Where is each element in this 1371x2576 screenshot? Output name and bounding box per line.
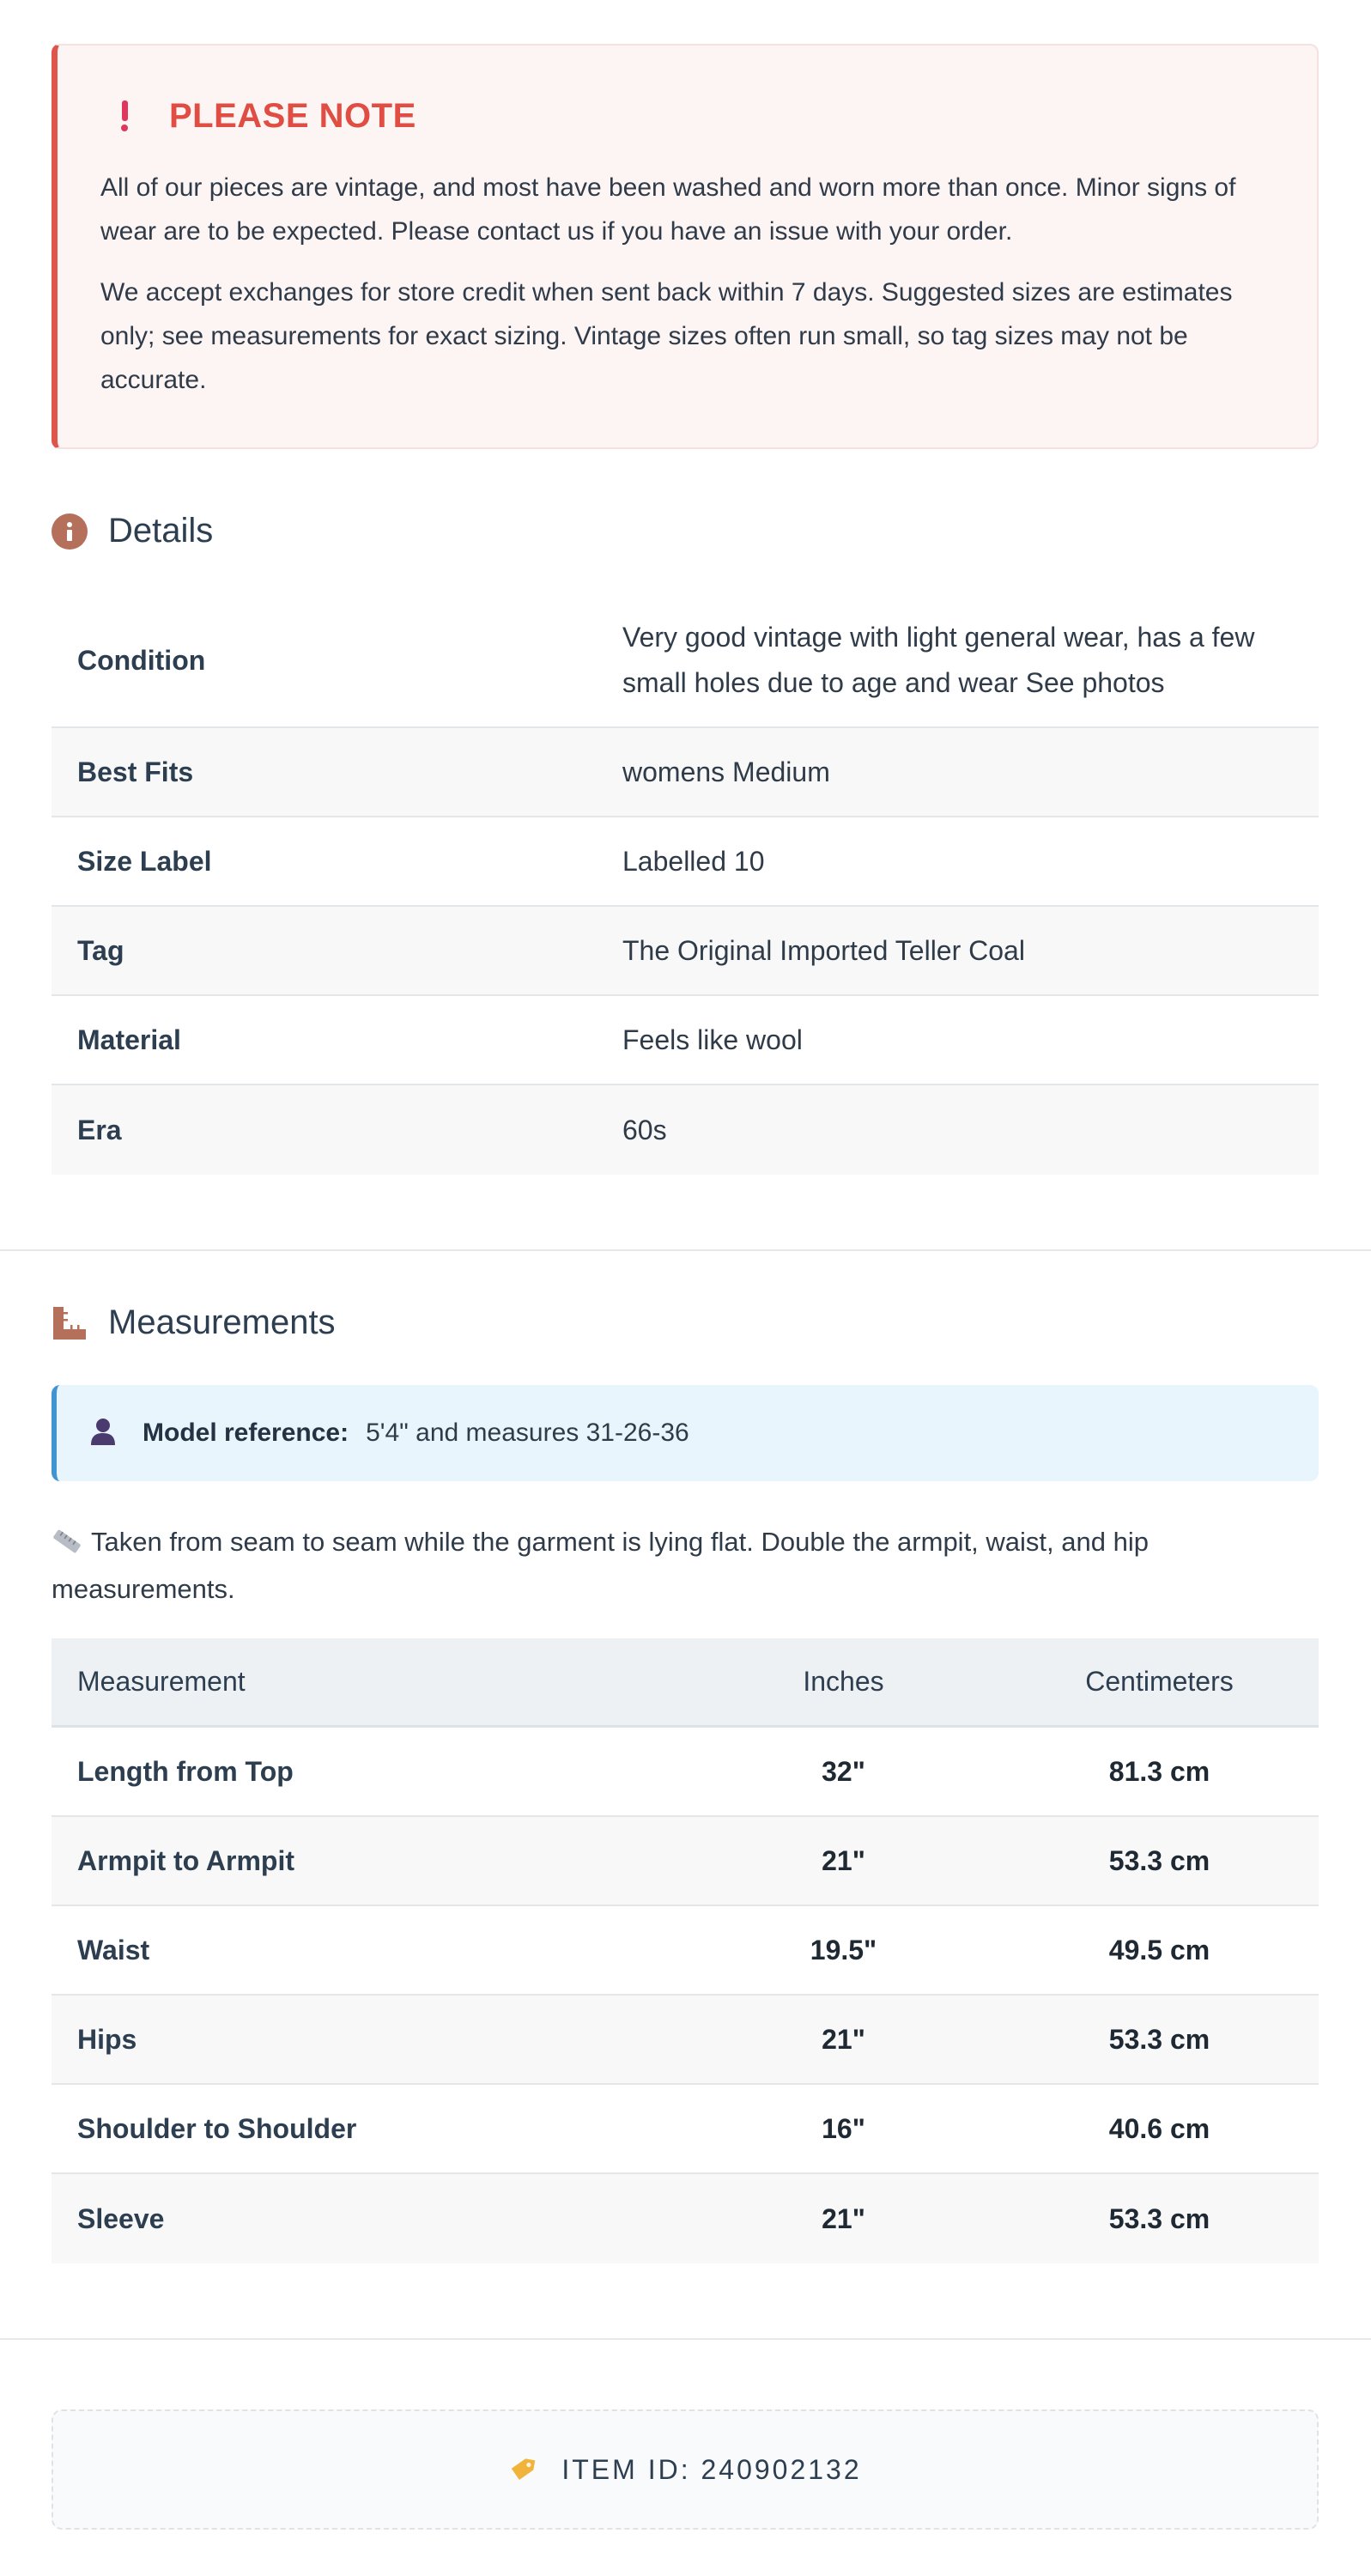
- measurement-inches: 32": [822, 1755, 865, 1787]
- table-header-row: [52, 1638, 1319, 1728]
- info-icon: [52, 513, 88, 550]
- section-divider: [0, 1249, 1371, 1251]
- model-reference-box: [52, 1385, 1319, 1481]
- model-reference-label: Model reference:: [143, 1419, 349, 1447]
- measurements-table: [52, 1638, 1319, 2263]
- measurements-header: [52, 1303, 336, 1342]
- details-value: Labelled 10: [622, 845, 765, 877]
- measurement-note: [52, 1520, 1271, 1611]
- measurement-name: Hips: [77, 2023, 137, 2055]
- measurement-name: Length from Top: [77, 1755, 294, 1787]
- item-id-box: [52, 2409, 1319, 2530]
- note-paragraph-2: We accept exchanges for store credit when sent back within 7 days. Suggested sizes are estimates only; see measurements for exact sizing. Vintage sizes often run small, so tag sizes may not be accurate.: [100, 278, 1233, 394]
- please-note-box: [52, 44, 1319, 449]
- details-value: 60s: [622, 1114, 667, 1145]
- exclamation-icon: [116, 100, 133, 131]
- measurement-inches: 19.5": [810, 1934, 877, 1965]
- details-label: Era: [77, 1114, 122, 1145]
- details-value: The Original Imported Teller Coal: [622, 934, 1025, 966]
- measurement-cm: 53.3 cm: [1108, 1844, 1210, 1876]
- details-value: Very good vintage with light general wear, has a few small holes due to age and wear See photos: [622, 622, 1255, 698]
- details-row-size-label: [52, 817, 1319, 907]
- measurement-note-text: Taken from seam to seam while the garment is lying flat. Double the armpit, waist, and hip measurements.: [52, 1527, 1149, 1604]
- measurement-cm: 40.6 cm: [1108, 2112, 1210, 2144]
- measurement-name: Waist: [77, 1934, 150, 1965]
- details-row-era: [52, 1085, 1319, 1175]
- details-row-tag: [52, 907, 1319, 996]
- measurement-cm: 81.3 cm: [1108, 1755, 1210, 1787]
- tag-icon: [508, 2453, 541, 2487]
- ruler-icon: [52, 1305, 88, 1341]
- details-table: [52, 594, 1319, 1175]
- table-row: [52, 1996, 1319, 2085]
- details-label: Best Fits: [77, 756, 194, 787]
- measurement-cm: 49.5 cm: [1108, 1934, 1210, 1965]
- measurement-name: Armpit to Armpit: [77, 1844, 295, 1876]
- tape-icon: [52, 1523, 82, 1567]
- details-label: Material: [77, 1024, 181, 1055]
- details-row-material: [52, 996, 1319, 1085]
- details-title: Details: [108, 512, 214, 550]
- model-reference-value: 5'4" and measures 31-26-36: [366, 1419, 689, 1447]
- table-row: [52, 1728, 1319, 1817]
- table-row: [52, 1817, 1319, 1906]
- details-row-best-fits: [52, 728, 1319, 817]
- measurement-cm: 53.3 cm: [1108, 2202, 1210, 2234]
- details-label: Size Label: [77, 845, 212, 877]
- details-value: Feels like wool: [622, 1024, 803, 1055]
- measurement-name: Sleeve: [77, 2202, 165, 2234]
- measurements-title: Measurements: [108, 1303, 336, 1341]
- measurement-inches: 16": [822, 2112, 865, 2144]
- details-value: womens Medium: [622, 756, 830, 787]
- section-divider: [0, 2338, 1371, 2340]
- table-row: [52, 2174, 1319, 2263]
- note-paragraph-1: All of our pieces are vintage, and most have been washed and worn more than once. Minor signs of wear are to be expected. Please contact us if you have an issue with your order.: [100, 173, 1236, 246]
- measurement-inches: 21": [822, 2023, 865, 2055]
- details-row-condition: [52, 594, 1319, 728]
- measurement-cm: 53.3 cm: [1108, 2023, 1210, 2055]
- details-label: Tag: [77, 934, 124, 966]
- details-header: [52, 512, 213, 550]
- measurement-inches: 21": [822, 2202, 865, 2234]
- measurement-inches: 21": [822, 1844, 865, 1876]
- note-title: PLEASE NOTE: [169, 96, 416, 135]
- details-label: Condition: [77, 644, 206, 676]
- note-header: [100, 92, 1274, 140]
- column-header-measurement: Measurement: [77, 1666, 246, 1697]
- table-row: [52, 2085, 1319, 2174]
- table-row: [52, 1906, 1319, 1996]
- column-header-inches: Inches: [803, 1666, 884, 1697]
- person-icon: [89, 1417, 117, 1450]
- column-header-centimeters: Centimeters: [1085, 1666, 1234, 1697]
- measurement-name: Shoulder to Shoulder: [77, 2112, 357, 2144]
- item-id-text: ITEM ID: 240902132: [561, 2453, 862, 2485]
